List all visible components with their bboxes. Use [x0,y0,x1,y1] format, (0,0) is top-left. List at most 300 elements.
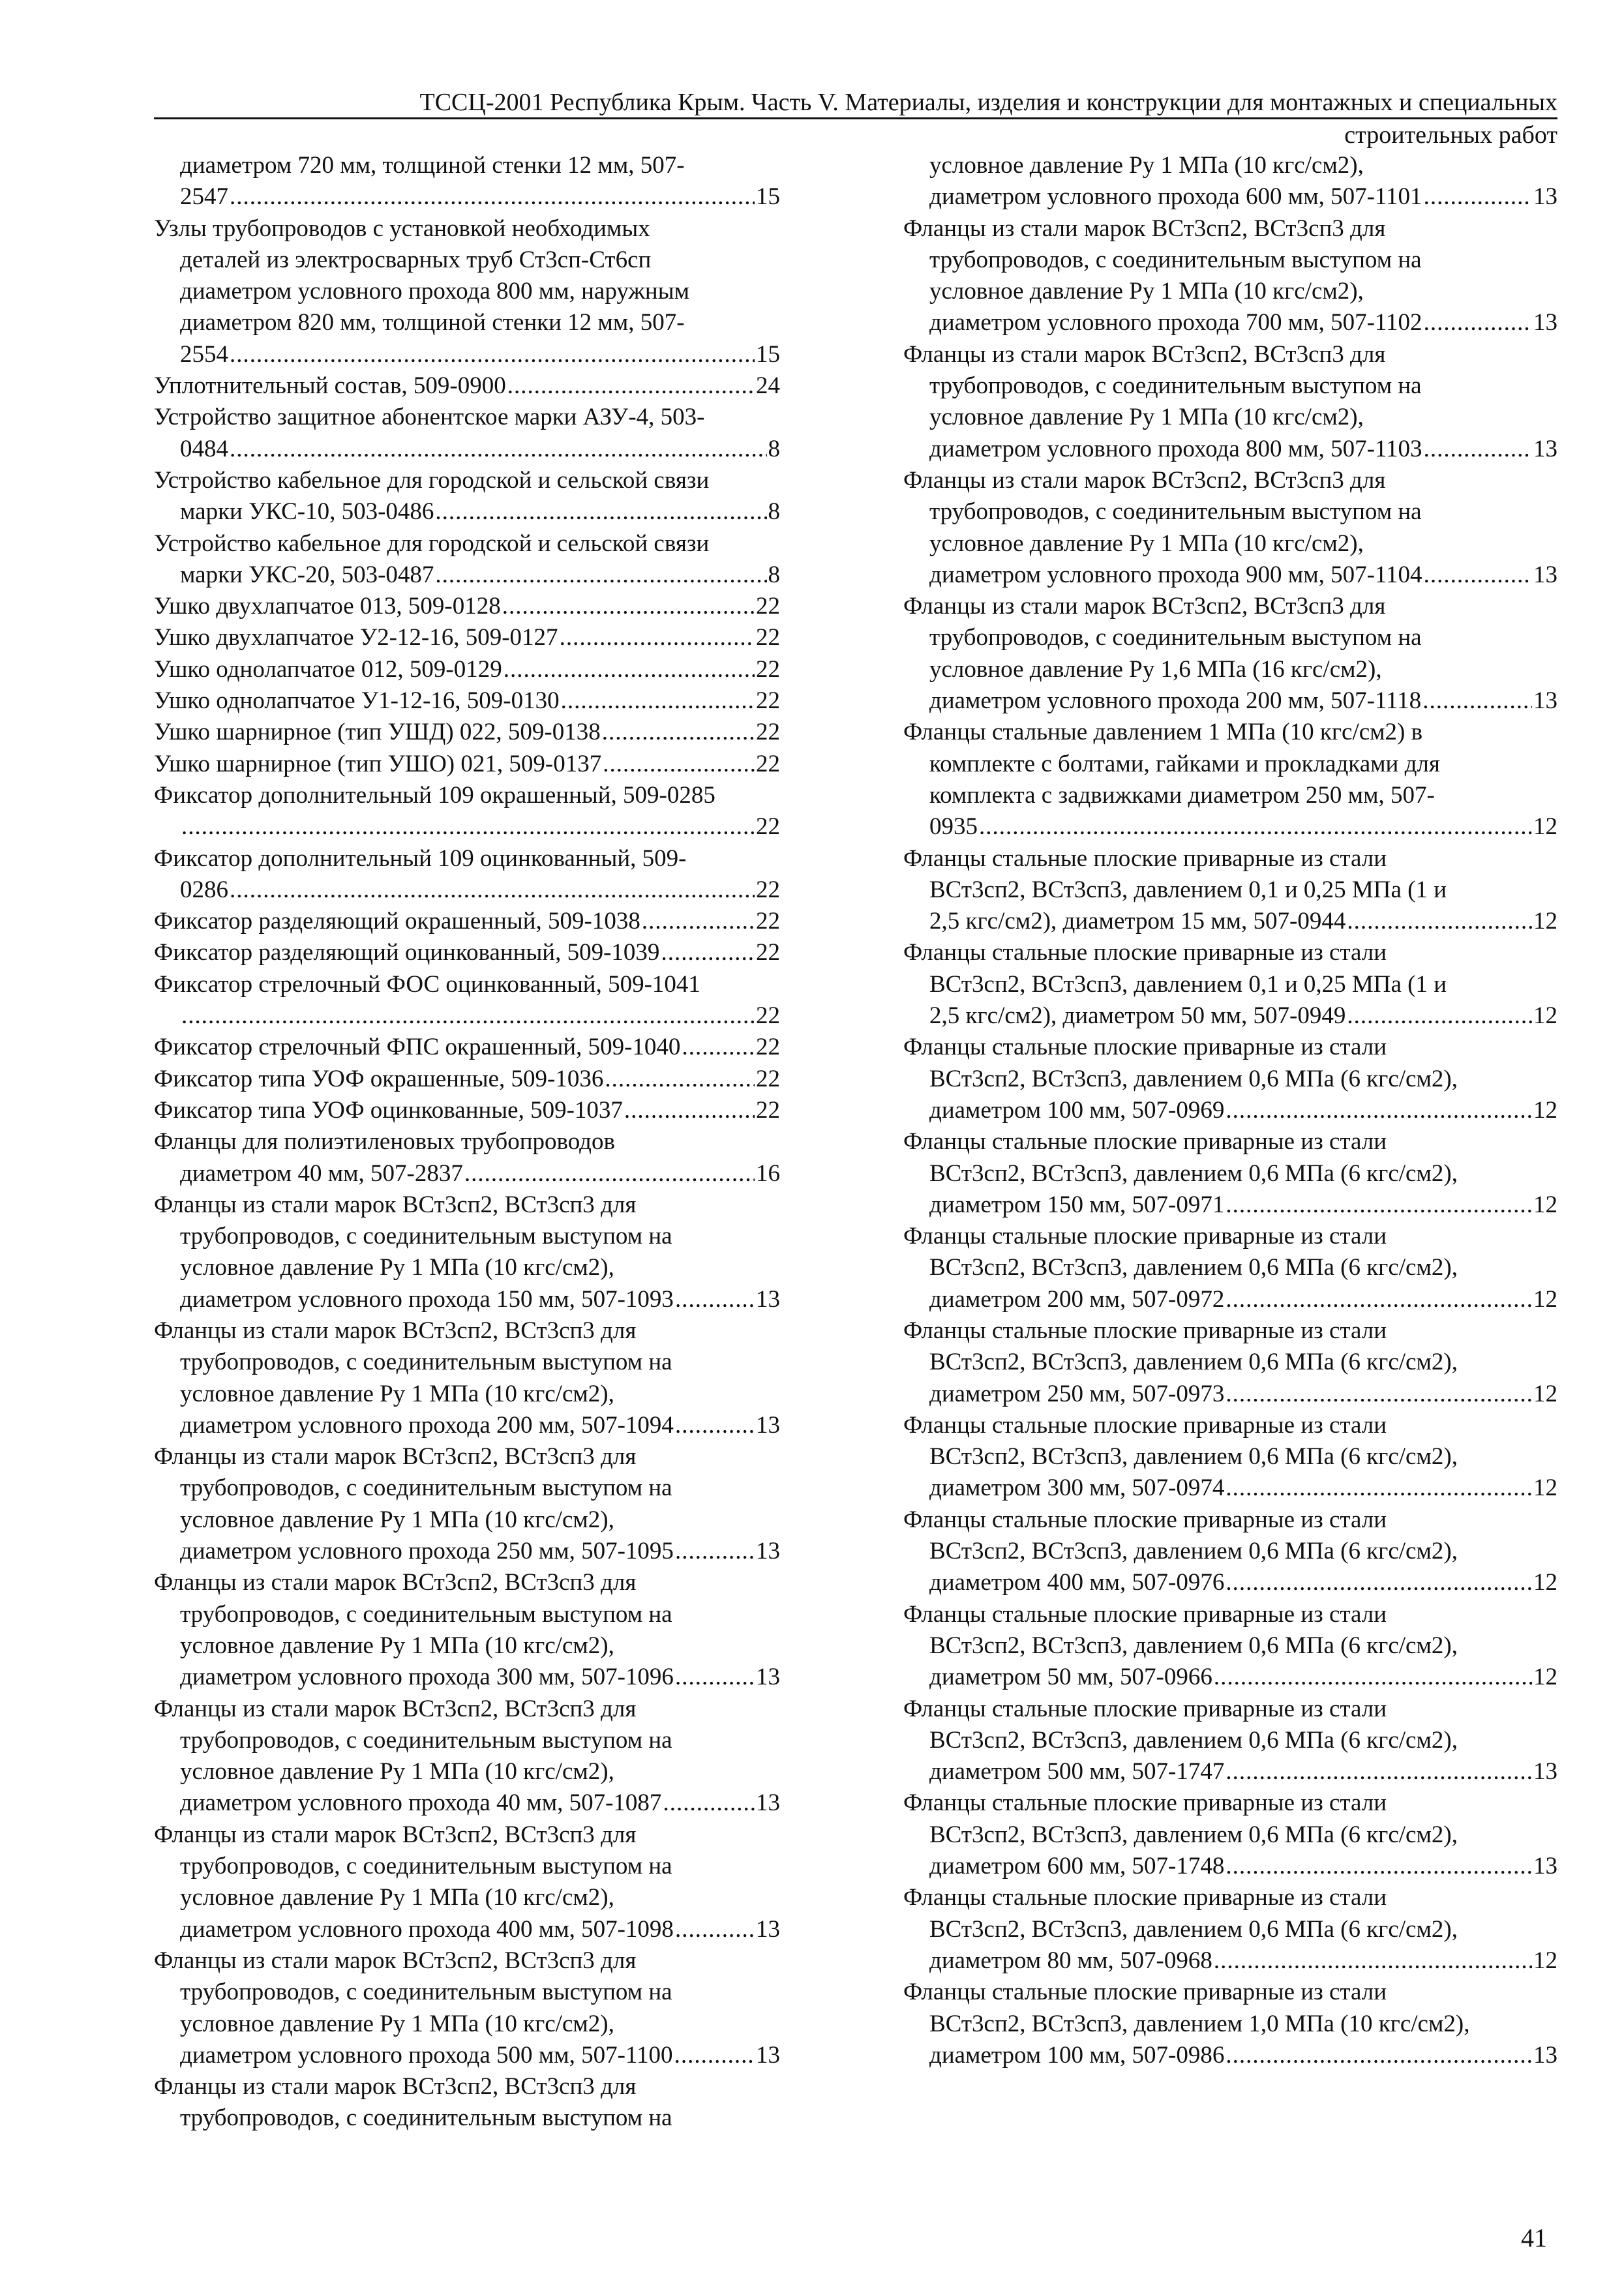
index-page-ref: 22 [756,687,780,715]
index-entry [154,1189,780,1315]
index-entry-line: трубопроводов, с соединительным выступом на [929,624,1422,651]
index-entry-text: Уплотнительный состав, 509-0900 [154,372,506,400]
index-page-ref: 12 [1533,1380,1557,1407]
index-entry-text: Ушко шарнирное (тип УШО) 021, 509-0137 [154,750,602,777]
index-entry-line: Фланцы стальные плоские приварные из стали [903,1411,1387,1439]
index-column-left [154,150,780,2134]
index-entry-line: Фланцы из стали марок ВСт3сп2, ВСт3сп3 для [154,1191,637,1218]
index-entry-text: диаметром условного прохода 40 мм, 507-1087 [180,1789,662,1817]
index-entry-line [154,1788,780,1819]
dot-leader [675,1536,755,1567]
index-entry-line: трубопроводов, с соединительным выступом на [180,1600,672,1628]
index-entry-line: Устройство кабельное для городской и сельской связи [154,466,710,494]
dot-leader [675,1284,755,1315]
index-entry-text: диаметром условного прохода 900 мм, 507-1104 [929,561,1422,588]
index-entry-line: Фланцы из стали марок ВСт3сп2, ВСт3сп3 для [154,1947,637,1974]
index-entry [154,1032,780,1063]
dot-leader [1347,906,1532,937]
index-entry-line: Фланцы стальные плоские приварные из стали [903,1128,1387,1156]
index-page-ref: 22 [756,813,780,841]
index-entry-line: условное давление Ру 1 МПа (10 кгс/см2), [180,1632,614,1659]
index-entry [903,843,1557,938]
index-entry [154,780,780,843]
index-entry [903,1032,1557,1126]
dot-leader [675,1914,755,1945]
index-entry-line [154,496,780,528]
index-entry-line: диаметром 720 мм, толщиной стенки 12 мм, 507- [180,152,685,179]
index-entry-line: ВСт3сп2, ВСт3сп3, давлением 0,6 МПа (6 кгс/см2), [929,1632,1458,1659]
dot-leader [504,654,755,685]
index-entry-text: Ушко двухлапчатое У2-12-16, 509-0127 [154,624,558,651]
index-entry-line: Фланцы стальные плоские приварные из стали [903,1789,1387,1817]
index-entry-text: диаметром 100 мм, 507-0969 [929,1096,1225,1124]
index-page-ref: 13 [1533,435,1557,462]
index-entry-line [903,560,1557,591]
index-entry-line [903,1095,1557,1126]
index-entry-line: трубопроводов, с соединительным выступом на [180,1853,672,1880]
index-entry-line: условное давление Ру 1 МПа (10 кгс/см2), [180,2010,614,2037]
index-entry-line [903,1756,1557,1788]
index-entry-line: ВСт3сп2, ВСт3сп3, давлением 0,6 МПа (6 кгс/см2), [929,1538,1458,1565]
dot-leader [181,1000,755,1032]
index-page-ref: 13 [756,1411,780,1439]
index-entry-text: Ушко двухлапчатое 013, 509-0128 [154,593,501,620]
index-entry-line [154,560,780,591]
dot-leader [1347,1000,1532,1032]
index-entry-line: Фланцы стальные плоские приварные из стали [903,1884,1387,1911]
index-entry-line: условное давление Ру 1 МПа (10 кгс/см2), [180,1758,614,1786]
index-entry-line [903,434,1557,465]
dot-leader [642,906,755,937]
index-entry-line: Фланцы из стали марок ВСт3сп2, ВСт3сп3 для [154,1317,637,1344]
index-page-ref: 22 [756,939,780,966]
index-entry-line: Фиксатор дополнительный 109 окрашенный, 509-0285 [154,781,715,809]
index-entry-line: ВСт3сп2, ВСт3сп3, давлением 0,6 МПа (6 кгс/см2), [929,1159,1458,1187]
index-page-ref: 13 [1533,2041,1557,2069]
index-entry-line [154,1284,780,1315]
index-entry-text: диаметром 600 мм, 507-1748 [929,1853,1225,1880]
index-page-ref: 12 [1533,1664,1557,1691]
index-entry-line: Фланцы из стали марок ВСт3сп2, ВСт3сп3 для [154,1569,637,1596]
index-entry-text: Ушко однолапчатое У1-12-16, 509-0130 [154,687,560,715]
index-entry [903,1221,1557,1315]
index-entry [903,213,1557,339]
index-entry [154,1945,780,2071]
index-entry-text: диаметром условного прохода 250 мм, 507-1095 [180,1538,674,1565]
index-entry-line: Устройство защитное абонентское марки АЗУ-4, 503- [154,404,705,431]
index-page-ref: 13 [1533,1853,1557,1880]
index-entry-line: Фланцы из стали марок ВСт3сп2, ВСт3сп3 для [154,2073,637,2101]
index-entry-text: марки УКС-10, 503-0486 [180,498,434,526]
index-entry-text: диаметром 50 мм, 507-0966 [929,1664,1212,1691]
index-entry [154,1694,780,1819]
index-entry-line: трубопроводов, с соединительным выступом на [180,1223,672,1250]
index-entry-line: трубопроводов, с соединительным выступом на [180,1474,672,1502]
dot-leader [1226,2040,1532,2071]
index-entry-line [903,906,1557,937]
index-entry-text: 0935 [929,813,978,841]
index-entry-text: диаметром 200 мм, 507-0972 [929,1285,1225,1313]
index-entry-line [154,1000,780,1032]
index-page-ref: 12 [1533,1096,1557,1124]
index-entry-text: диаметром условного прохода 800 мм, 507-1103 [929,435,1422,462]
index-entry [154,717,780,748]
dot-leader [605,1064,755,1095]
index-entry-line: условное давление Ру 1 МПа (10 кгс/см2), [180,1254,614,1281]
index-entry [154,1315,780,1441]
index-entry-text: 2554 [180,340,228,368]
index-page-ref: 22 [756,593,780,620]
dot-leader [561,685,755,717]
index-entry [154,843,780,906]
index-entry-text: диаметром 500 мм, 507-1747 [929,1758,1225,1786]
index-entry-text: диаметром условного прохода 700 мм, 507-1102 [929,309,1422,337]
index-page-ref: 22 [756,1002,780,1030]
index-entry-line [154,1064,780,1095]
index-entry-line: Фланцы из стали марок ВСт3сп2, ВСт3сп3 для [903,340,1386,368]
index-entry [154,1126,780,1189]
index-entry-line [903,1000,1557,1032]
index-entry-text: Фиксатор разделяющий оцинкованный, 509-1039 [154,939,660,966]
index-entry-text: Фиксатор типа УОФ окрашенные, 509-1036 [154,1065,604,1092]
index-entry-line [903,811,1557,843]
index-page-ref: 12 [1533,1569,1557,1596]
index-entry-line [154,811,780,843]
index-entry [154,937,780,968]
index-entry-line: Устройство кабельное для городской и сельской связи [154,530,710,557]
index-page-ref: 12 [1533,908,1557,935]
index-entry [903,937,1557,1032]
index-entry-line: Фланцы стальные плоские приварные из стали [903,1506,1387,1533]
index-entry [154,2071,780,2134]
index-entry-line: условное давление Ру 1,6 МПа (16 кгс/см2), [929,655,1382,683]
index-entry [154,1567,780,1693]
index-entry-text: Ушко однолапчатое 012, 509-0129 [154,655,502,683]
index-entry [903,1599,1557,1694]
index-entry-line: трубопроводов, с соединительным выступом на [180,1726,672,1754]
index-entry-line [903,1379,1557,1410]
dot-leader [661,937,755,968]
dot-leader [603,749,755,780]
index-entry-line: Фланцы из стали марок ВСт3сп2, ВСт3сп3 для [903,593,1386,620]
index-page-ref: 22 [756,750,780,777]
index-entry-line: Фланцы стальные плоские приварные из стали [903,939,1387,966]
index-page-ref: 13 [1533,561,1557,588]
index-page-ref: 22 [756,624,780,651]
index-entry [903,1694,1557,1788]
dot-leader [675,1410,755,1441]
index-entry [903,1315,1557,1410]
index-entry [154,465,780,528]
index-entry-text: диаметром условного прохода 500 мм, 507-1100 [180,2041,673,2069]
index-page-ref: 22 [756,876,780,903]
index-entry-text: марки УКС-20, 503-0487 [180,561,434,588]
index-entry [154,1819,780,1945]
index-page-ref: 13 [756,2041,780,2069]
index-page-ref: 12 [1533,1002,1557,1030]
index-entry-text: диаметром условного прохода 200 мм, 507-1118 [929,687,1422,715]
dot-leader [1226,1189,1532,1221]
index-entry-text: диаметром условного прохода 300 мм, 507-1096 [180,1664,674,1691]
dot-leader [560,622,755,653]
dot-leader [1226,1756,1532,1788]
index-entry [903,1977,1557,2071]
index-entry-text: диаметром условного прохода 200 мм, 507-1094 [180,1411,674,1439]
index-entry-text: диаметром условного прохода 400 мм, 507-1098 [180,1915,674,1943]
dot-leader [230,339,755,370]
index-entry-text: 2547 [180,183,228,211]
index-entry-text: диаметром 300 мм, 507-0974 [929,1474,1225,1502]
index-page-ref: 12 [1533,1474,1557,1502]
index-entry-line: ВСт3сп2, ВСт3сп3, давлением 0,1 и 0,25 МПа (1 и [929,970,1447,998]
index-entry-line: ВСт3сп2, ВСт3сп3, давлением 0,6 МПа (6 кгс/см2), [929,1915,1458,1943]
dot-leader [435,496,766,528]
index-entry-line [154,434,780,465]
index-page-ref: 13 [756,1285,780,1313]
dot-leader [230,181,755,213]
index-entry [903,1410,1557,1504]
dot-leader [1214,1662,1532,1693]
index-entry-line [903,685,1557,717]
index-entry-line: ВСт3сп2, ВСт3сп3, давлением 1,0 МПа (10 кгс/см2), [929,2010,1470,2037]
dot-leader [181,811,755,843]
dot-leader [1214,1945,1532,1977]
index-entry-line [154,591,780,622]
index-entry-line [154,370,780,402]
index-entry [154,685,780,717]
index-entry-line: трубопроводов, с соединительным выступом на [929,498,1422,526]
index-entry-line [154,622,780,653]
index-page-ref: 8 [768,561,780,588]
index-entry-text: 0484 [180,435,228,462]
index-entry-text: диаметром 150 мм, 507-0971 [929,1191,1225,1218]
index-entry-line: комплекте с болтами, гайками и прокладками для [929,750,1440,777]
index-entry-line: диаметром условного прохода 800 мм, наружным [180,278,689,305]
index-page-ref: 22 [756,908,780,935]
index-entry-text: диаметром условного прохода 600 мм, 507-1101 [929,183,1422,211]
index-entry [154,528,780,591]
index-page-ref: 8 [768,498,780,526]
index-entry-line: условное давление Ру 1 МПа (10 кгс/см2), [929,152,1364,179]
index-column-right [903,150,1557,2071]
index-page-ref: 12 [1533,1285,1557,1313]
index-entry-line [154,339,780,370]
index-entry-line: Фланцы стальные плоские приварные из стали [903,1600,1387,1628]
index-entry-text: диаметром 400 мм, 507-0976 [929,1569,1225,1596]
index-entry-line [903,1284,1557,1315]
dot-leader [1424,434,1532,465]
index-entry [903,717,1557,843]
index-entry-line [154,749,780,780]
dot-leader [435,560,766,591]
dot-leader [624,1095,755,1126]
index-entry [154,622,780,653]
dot-leader [1422,685,1532,717]
index-entry-line [903,1851,1557,1882]
index-entry-line: ВСт3сп2, ВСт3сп3, давлением 0,6 МПа (6 кгс/см2), [929,1443,1458,1471]
index-entry-line: трубопроводов, с соединительным выступом на [180,1979,672,2006]
index-entry-line: Фланцы стальные плоские приварные из стали [903,845,1387,872]
index-entry [154,213,780,370]
running-header-title: ТССЦ-2001 Республика Крым. Часть V. Материалы, изделия и конструкции для монтажных и специальных [419,89,1557,116]
index-entry-line: Фланцы стальные плоские приварные из стали [903,1979,1387,2006]
index-entry-text: Фиксатор типа УОФ оцинкованные, 509-1037 [154,1096,623,1124]
index-entry-line [903,1567,1557,1598]
index-entry-line: Фланцы стальные плоские приварные из стали [903,1223,1387,1250]
dot-leader [507,370,755,402]
index-entry-line: ВСт3сп2, ВСт3сп3, давлением 0,6 МПа (6 кгс/см2), [929,1065,1458,1092]
index-entry-line: условное давление Ру 1 МПа (10 кгс/см2), [929,404,1364,431]
index-page-ref: 16 [756,1159,780,1187]
index-entry-line [154,717,780,748]
index-entry [154,370,780,402]
index-entry-line: Фланцы из стали марок ВСт3сп2, ВСт3сп3 для [154,1695,637,1722]
index-entry-line: Фланцы стальные плоские приварные из стали [903,1034,1387,1061]
index-entry-line [903,1662,1557,1693]
index-entry [903,150,1557,213]
index-entry [903,1126,1557,1221]
index-entry-text: диаметром 40 мм, 507-2837 [180,1159,463,1187]
index-entry-line [154,1095,780,1126]
dot-leader [979,811,1532,843]
index-page-ref: 13 [1533,309,1557,337]
dot-leader [230,875,755,906]
index-entry-line: ВСт3сп2, ВСт3сп3, давлением 0,6 МПа (6 кгс/см2), [929,1726,1458,1754]
index-entry [903,1504,1557,1599]
index-page-ref: 24 [756,372,780,400]
index-page-ref: 13 [756,1538,780,1565]
index-entry-line: трубопроводов, с соединительным выступом на [929,372,1422,400]
index-entry-line [903,1189,1557,1221]
index-entry-line: ВСт3сп2, ВСт3сп3, давлением 0,6 МПа (6 кгс/см2), [929,1349,1458,1376]
index-entry [154,906,780,937]
dot-leader [1226,1284,1532,1315]
index-entry-line: диаметром 820 мм, толщиной стенки 12 мм, 507- [180,309,685,337]
index-entry-line: условное давление Ру 1 МПа (10 кгс/см2), [180,1884,614,1911]
index-entry-line [903,1945,1557,1977]
index-entry [903,465,1557,591]
index-entry-line [154,1914,780,1945]
index-entry-line: трубопроводов, с соединительным выступом на [929,246,1422,273]
index-entry-text: диаметром условного прохода 150 мм, 507-1093 [180,1285,674,1313]
index-entry-line: Фланцы из стали марок ВСт3сп2, ВСт3сп3 для [154,1821,637,1848]
dot-leader [1226,1095,1532,1126]
index-page-ref: 22 [756,1096,780,1124]
index-entry-line [903,307,1557,338]
index-entry-line: Фланцы для полиэтиленовых трубопроводов [154,1128,615,1156]
index-entry-line: комплекта с задвижками диаметром 250 мм, 507- [929,781,1435,809]
index-entry-text: 0286 [180,876,228,903]
index-entry-line: ВСт3сп2, ВСт3сп3, давлением 0,6 МПа (6 кгс/см2), [929,1254,1458,1281]
index-entry [903,1788,1557,1882]
index-page-ref: 12 [1533,813,1557,841]
dot-leader [674,2040,755,2071]
index-entry-line [903,2040,1557,2071]
index-entry-line [154,1158,780,1189]
index-page-ref: 13 [1533,183,1557,211]
dot-leader [1226,1379,1532,1410]
index-entry-line [154,1536,780,1567]
index-entry-line [903,1473,1557,1504]
index-entry [154,969,780,1032]
index-entry [154,1095,780,1126]
index-page-ref: 22 [756,1034,780,1061]
index-entry-line: условное давление Ру 1 МПа (10 кгс/см2), [929,530,1364,557]
index-entry [154,749,780,780]
index-entry-line [154,1410,780,1441]
dot-leader [682,1032,755,1063]
index-entry-text: 2,5 кгс/см2), диаметром 15 мм, 507-0944 [929,908,1346,935]
index-entry-line [154,654,780,685]
running-header-subtitle: строительных работ [1344,121,1557,149]
index-page-ref: 12 [1533,1947,1557,1974]
index-page-ref: 13 [756,1789,780,1817]
index-entry-line: трубопроводов, с соединительным выступом на [180,1349,672,1376]
index-entry [154,591,780,622]
index-entry-text: Фиксатор стрелочный ФПС окрашенный, 509-1040 [154,1034,681,1061]
dot-leader [602,717,755,748]
index-entry-line [154,2040,780,2071]
index-entry-line [154,181,780,213]
index-page-ref: 15 [756,340,780,368]
dot-leader [1424,307,1532,338]
index-entry-line [154,906,780,937]
dot-leader [230,434,767,465]
index-entry-line [154,685,780,717]
index-entry-text: 2,5 кгс/см2), диаметром 50 мм, 507-0949 [929,1002,1346,1030]
index-entry-line: ВСт3сп2, ВСт3сп3, давлением 0,1 и 0,25 МПа (1 и [929,876,1447,903]
index-entry [903,1882,1557,1977]
index-entry-text: Ушко шарнирное (тип УШД) 022, 509-0138 [154,719,601,746]
index-entry [903,591,1557,717]
index-entry-line: Фланцы из стали марок ВСт3сп2, ВСт3сп3 для [154,1443,637,1471]
index-entry-line: Фланцы стальные плоские приварные из стали [903,1695,1387,1722]
dot-leader [675,1662,755,1693]
index-entry [154,402,780,465]
index-entry-line: деталей из электросварных труб Ст3сп-Ст6сп [180,246,652,273]
index-entry-line: условное давление Ру 1 МПа (10 кгс/см2), [180,1506,614,1533]
dot-leader [502,591,755,622]
page-number: 41 [1521,2223,1547,2252]
index-entry-line: Фланцы стальные давлением 1 МПа (10 кгс/см2) в [903,719,1423,746]
index-page-ref: 22 [756,1065,780,1092]
index-page-ref: 13 [756,1915,780,1943]
index-entry-line: Фланцы из стали марок ВСт3сп2, ВСт3сп3 для [903,466,1386,494]
dot-leader [1226,1851,1532,1882]
index-entry-line: ВСт3сп2, ВСт3сп3, давлением 0,6 МПа (6 кгс/см2), [929,1821,1458,1848]
index-entry-line [154,937,780,968]
index-entry-line [154,875,780,906]
index-page-ref: 22 [756,719,780,746]
index-entry-line: трубопроводов, с соединительным выступом на [180,2104,672,2132]
index-entry [154,150,780,213]
index-entry-line: Фиксатор стрелочный ФОС оцинкованный, 509-1041 [154,970,700,998]
index-entry-line: условное давление Ру 1 МПа (10 кгс/см2), [929,278,1364,305]
index-entry-line [154,1032,780,1063]
dot-leader [663,1788,755,1819]
index-page-ref: 15 [756,183,780,211]
index-page-ref: 22 [756,655,780,683]
index-entry-line [903,181,1557,213]
dot-leader [1226,1473,1532,1504]
dot-leader [464,1158,755,1189]
dot-leader [1424,560,1532,591]
index-entry-text: диаметром 100 мм, 507-0986 [929,2041,1225,2069]
index-entry [903,339,1557,465]
index-page-ref: 12 [1533,1191,1557,1218]
index-entry-text: диаметром 250 мм, 507-0973 [929,1380,1225,1407]
index-entry-line: Фиксатор дополнительный 109 оцинкованный, 509- [154,845,687,872]
